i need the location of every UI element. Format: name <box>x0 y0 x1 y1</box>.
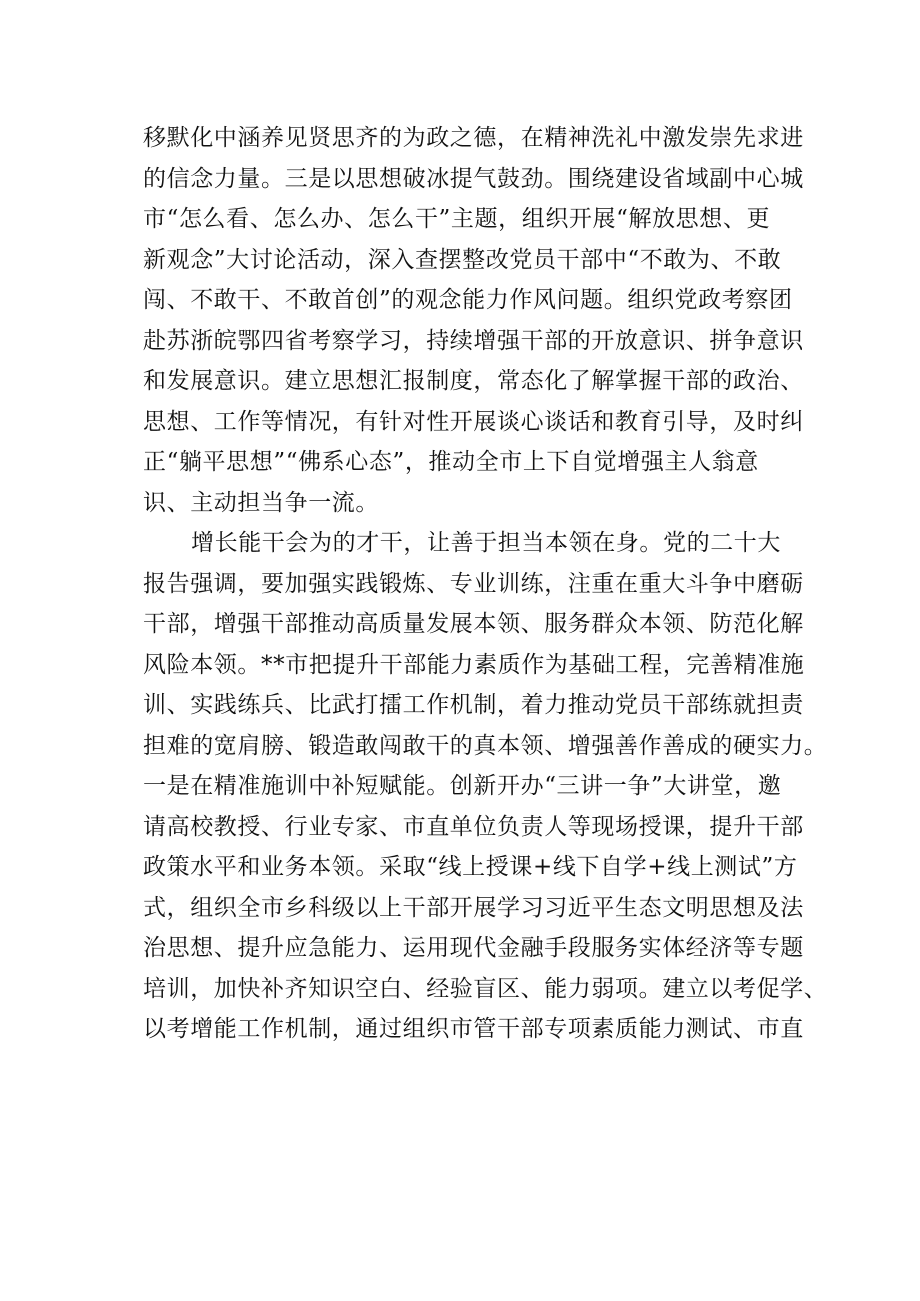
text-line: 和发展意识。建立思想汇报制度，常态化了解掌握干部的政治、 <box>143 368 804 394</box>
text-line: 报告强调，要加强实践锻炼、专业训练，注重在重大斗争中磨砺 <box>143 570 804 597</box>
document-body <box>143 118 828 1050</box>
paragraph-1 <box>143 118 804 523</box>
text-line: 正“躺平思想”“佛系心态”，推动全市上下自觉增强主人翁意 <box>143 449 759 475</box>
text-line: 训、实践练兵、比武打擂工作机制，着力推动党员干部练就担责 <box>143 692 804 718</box>
text-line: 识、主动担当争一流。 <box>143 489 379 516</box>
text-line: 政策水平和业务本领。采取“线上授课+线下自学+线上测试”方 <box>143 854 798 880</box>
text-line: 风险本领。**市把提升干部能力素质作为基础工程，完善精准施 <box>143 651 805 678</box>
text-line: 担难的宽肩膀、锻造敢闯敢干的真本领、增强善作善成的硬实力。 <box>143 732 828 759</box>
text-line: 式，组织全市乡科级以上干部开展学习习近平生态文明思想及法 <box>143 894 804 921</box>
text-line: 市“怎么看、怎么办、怎么干”主题，组织开展“解放思想、更 <box>143 206 771 232</box>
text-line: 增长能干会为的才干，让善于担当本领在身。党的二十大 <box>191 530 781 556</box>
text-line: 移默化中涵养见贤思齐的为政之德，在精神洗礼中激发崇先求进 <box>143 125 804 151</box>
text-line: 请高校教授、行业专家、市直单位负责人等现场授课，提升干部 <box>143 813 804 840</box>
text-line: 思想、工作等情况，有针对性开展谈心谈话和教育引导，及时纠 <box>143 408 804 435</box>
text-line: 的信念力量。三是以思想破冰提气鼓劲。围绕建设省域副中心城 <box>143 165 804 192</box>
text-line: 赴苏浙皖鄂四省考察学习，持续增强干部的开放意识、拼争意识 <box>143 327 804 354</box>
text-line: 干部，增强干部推动高质量发展本领、服务群众本领、防范化解 <box>143 611 804 637</box>
text-line: 闯、不敢干、不敢首创”的观念能力作风问题。组织党政考察团 <box>143 287 793 313</box>
text-line: 一是在精准施训中补短赋能。创新开办“三讲一争”大讲堂，邀 <box>143 773 782 799</box>
text-line: 培训，加快补齐知识空白、经验盲区、能力弱项。建立以考促学、 <box>143 975 828 1002</box>
paragraph-2 <box>143 523 828 1050</box>
text-line: 治思想、提升应急能力、运用现代金融手段服务实体经济等专题 <box>143 935 804 961</box>
text-line: 新观念”大讨论活动，深入查摆整改党员干部中“不敢为、不敢 <box>143 246 782 273</box>
text-line: 以考增能工作机制，通过组织市管干部专项素质能力测试、市直 <box>143 1016 804 1042</box>
